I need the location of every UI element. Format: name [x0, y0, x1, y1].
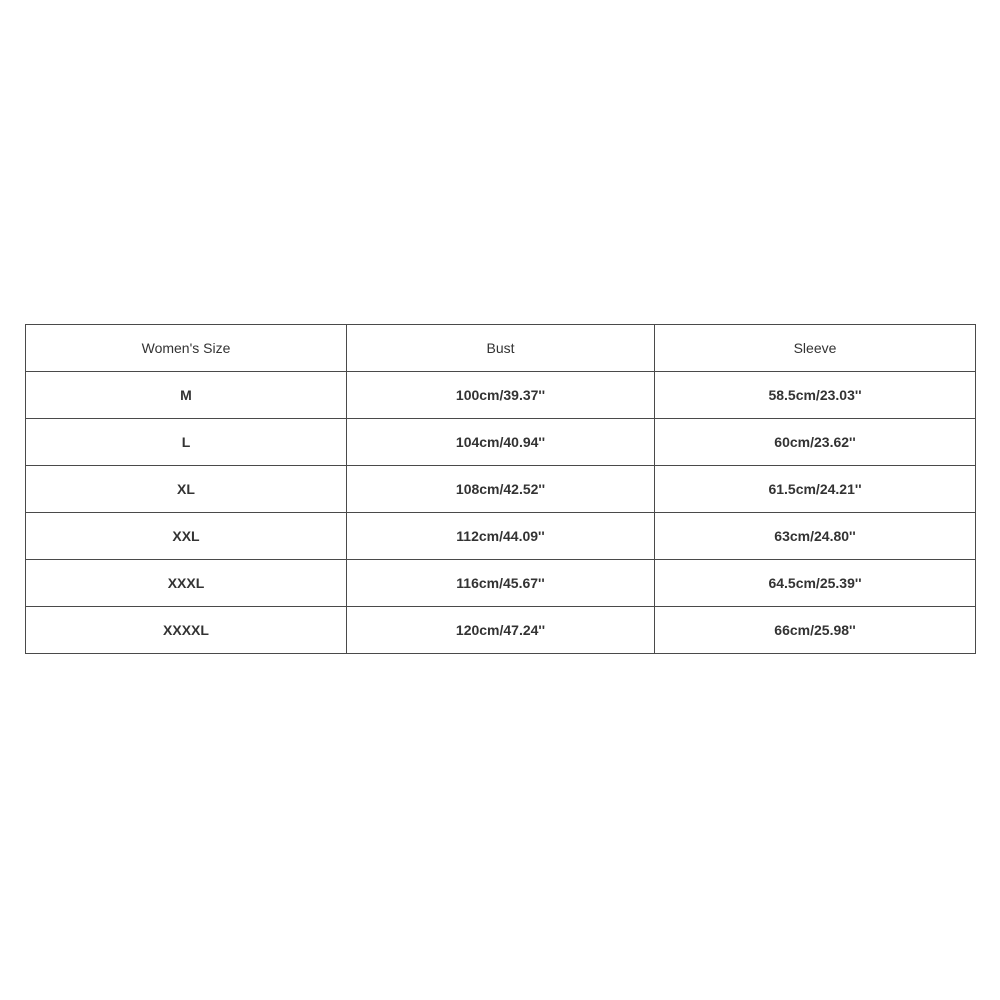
table-row [26, 372, 976, 419]
table-row [26, 513, 976, 560]
table-row [26, 607, 976, 654]
bust-cell: 116cm/45.67'' [347, 560, 655, 607]
sleeve-cell: 66cm/25.98'' [655, 607, 976, 654]
size-cell: L [26, 419, 347, 466]
bust-cell: 112cm/44.09'' [347, 513, 655, 560]
size-cell: XXL [26, 513, 347, 560]
bust-cell: 120cm/47.24'' [347, 607, 655, 654]
sleeve-cell: 61.5cm/24.21'' [655, 466, 976, 513]
size-cell: XL [26, 466, 347, 513]
size-cell: XXXXL [26, 607, 347, 654]
table-row [26, 560, 976, 607]
header-bust: Bust [347, 325, 655, 372]
size-cell: M [26, 372, 347, 419]
sleeve-cell: 63cm/24.80'' [655, 513, 976, 560]
sleeve-cell: 60cm/23.62'' [655, 419, 976, 466]
table-row [26, 419, 976, 466]
bust-cell: 104cm/40.94'' [347, 419, 655, 466]
sleeve-cell: 64.5cm/25.39'' [655, 560, 976, 607]
bust-cell: 100cm/39.37'' [347, 372, 655, 419]
header-sleeve: Sleeve [655, 325, 976, 372]
table-row [26, 466, 976, 513]
sleeve-cell: 58.5cm/23.03'' [655, 372, 976, 419]
bust-cell: 108cm/42.52'' [347, 466, 655, 513]
size-cell: XXXL [26, 560, 347, 607]
table-header-row [26, 325, 976, 372]
header-womens-size: Women's Size [26, 325, 347, 372]
size-chart-table [25, 324, 976, 654]
